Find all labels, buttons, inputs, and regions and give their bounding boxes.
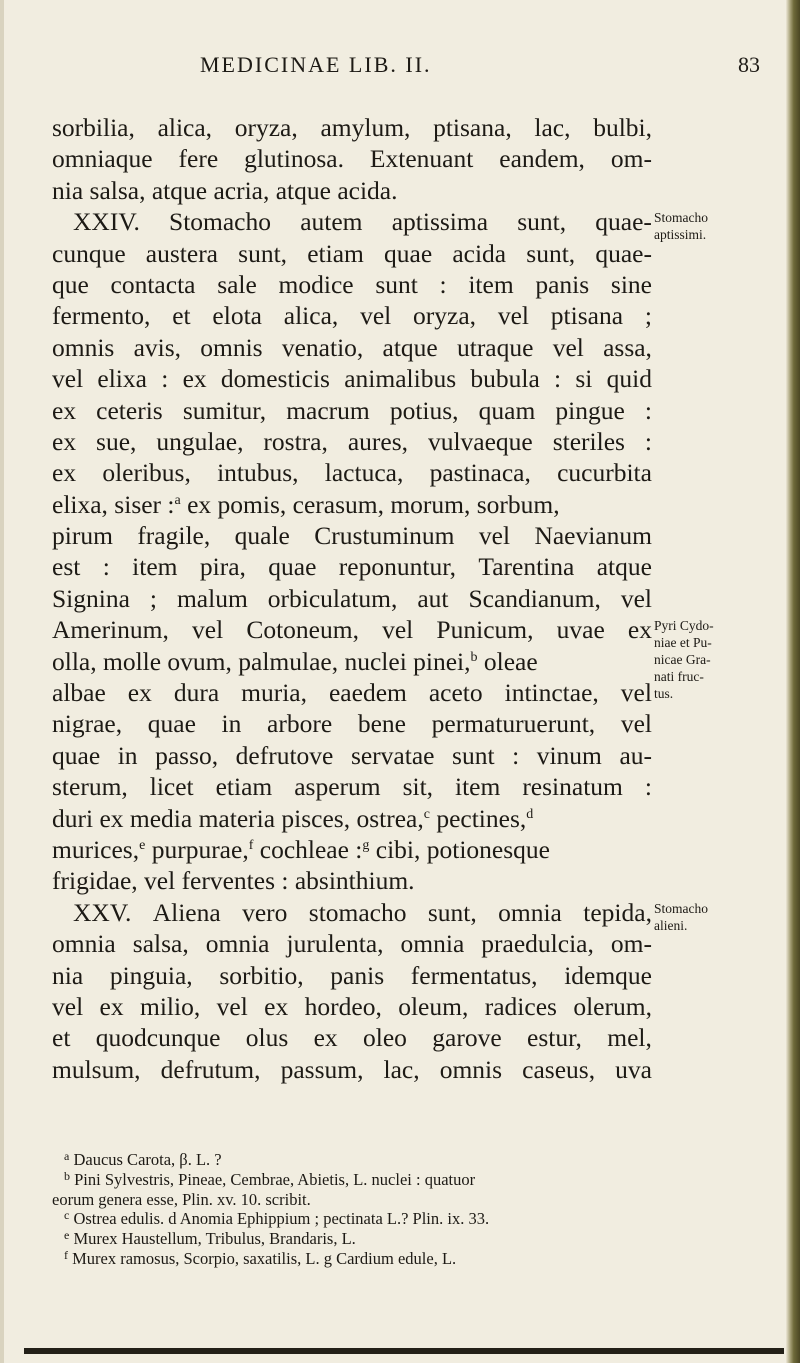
word: omnia [205,929,270,959]
footnote-marker[interactable]: d [526,806,534,822]
margin-note: Pyri Cydo- [654,618,714,634]
word: avis, [133,332,182,362]
word: pingue [555,395,625,425]
word: omnia [52,929,116,959]
word: Extenuant [369,144,474,174]
text-run: ex pomis, cerasum, morum, sorbum, [180,489,560,519]
word: fermentatus, [410,960,538,990]
word: servatae [350,740,435,770]
text-line [52,551,652,582]
word: quam [478,395,536,425]
text-line [52,1022,652,1053]
text-line [52,332,652,363]
footnote-mark: f [64,1247,68,1262]
word: modice [278,269,354,299]
text-run: murices, [52,834,140,864]
margin-note: niae et Pu- [654,635,712,651]
word: ex [182,364,207,394]
word: vulvaeque [427,426,533,456]
word: assa, [603,332,652,362]
word: bene [357,709,406,739]
word: : [512,740,520,770]
word: resinatum [522,772,623,802]
word: ex [52,458,77,488]
text-run: purpurae, [145,834,249,864]
word: alica, [157,113,213,142]
footnote-marker[interactable]: b [470,649,478,665]
text-line [52,991,652,1022]
word: vel [497,301,529,331]
word: estur, [527,1023,582,1053]
page-number: 83 [738,52,760,77]
word: est [52,552,81,582]
word: macrum [286,395,370,425]
text-run: cochleae : [253,834,363,864]
word: dura [173,678,220,708]
word: om- [610,929,652,959]
word: oleo [363,1023,407,1053]
word: quodcunque [95,1023,221,1053]
text-line [52,426,652,457]
word: omnis [52,332,115,362]
word: albae [52,678,106,708]
text-line [52,238,652,269]
word: sorbilia, [52,113,135,142]
word: vel [382,615,414,645]
word: intinctae, [504,678,599,708]
word: oryza, [413,301,477,331]
word: quale [234,521,290,551]
word: aceto [428,678,483,708]
text-line [52,897,652,928]
margin-note: alieni. [654,918,688,933]
word: eaedem [328,678,407,708]
text-line [52,960,652,991]
footnote-text: Murex ramosus, Scorpio, saxatilis, L. g Cardium edule, L. [72,1248,457,1268]
margin-note: nati fruc- [654,669,704,685]
text-line [52,175,652,206]
word: om- [610,144,652,174]
word: vel [620,678,652,708]
text-line [52,708,652,739]
word: aptissima [391,207,489,237]
word: si [575,364,593,394]
word: quae [147,709,196,739]
page-bottom-rule [24,1348,784,1354]
word: XXIV. [73,207,140,237]
word: Stomacho [169,207,272,237]
word: ex [99,991,124,1021]
text-line [52,614,652,645]
word: caseus, [522,1054,596,1084]
word: fragile, [137,521,211,551]
text-line [52,583,652,614]
footnote-line [52,1229,692,1249]
word: ungulae, [156,426,244,456]
word: quae [52,740,101,770]
word: mel, [607,1023,652,1053]
word: bulbi, [593,113,652,142]
word: sine [610,269,652,299]
word: aut [417,583,449,613]
text-line [52,112,652,143]
footnote-marker[interactable]: f [248,837,254,853]
word: sunt, [427,897,477,927]
word: sterum, [52,772,128,802]
word: sale [217,269,257,299]
word: sorbitio, [219,960,304,990]
word: ex [313,1023,338,1053]
word: : [161,364,169,394]
word: vel [192,615,224,645]
word: garove [432,1023,502,1053]
word: salsa, [132,929,189,959]
word: potius, [389,395,459,425]
word: Scandianum, [468,583,601,613]
word: olerum, [573,991,652,1021]
word: item [468,269,514,299]
footnotes [52,1150,692,1269]
word: et [52,1023,71,1053]
running-head-title: MEDICINAE LIB. II. [200,52,432,77]
word: omnis [439,1054,503,1084]
word: pira, [199,552,246,582]
word: panis [535,269,590,299]
word: sunt [375,269,418,299]
footnote-mark: a [64,1149,70,1163]
word: : [644,426,652,456]
running-head [52,52,762,82]
word: intubus, [217,458,299,488]
word: atque [382,332,438,362]
word: milio, [140,991,201,1021]
word: sumitur, [182,395,267,425]
word: uvae [556,615,605,645]
text-run: olla, molle ovum, palmulae, nuclei pinei, [52,646,471,676]
page-edge-right [786,0,800,1363]
word: in [221,709,242,739]
word: ceteris [96,395,163,425]
word: et [172,301,191,331]
word: Punicum, [436,615,534,645]
text-line [52,300,652,331]
margin-note: tus. [654,686,674,702]
word: : [554,364,562,394]
text-line [52,1054,652,1085]
word: sunt, [526,238,576,268]
word: ex [627,615,652,645]
word: vero [242,897,288,927]
word: idemque [564,960,652,990]
word: lac, [534,113,571,142]
word: bubula [470,364,540,394]
word: defrutove [235,740,334,770]
body-text [52,112,652,1085]
word: Tarentina [478,552,575,582]
word: vel [620,709,652,739]
word: eandem, [499,144,585,174]
text-run: frigidae, vel ferventes : absinthium. [52,866,415,896]
text-line [52,395,652,426]
word: vel [360,301,392,331]
word: pinguia, [109,960,193,990]
word: asperum [294,772,381,802]
word: domesticis [220,364,330,394]
margin-note: nicae Gra- [654,652,711,668]
word: omnia [498,897,562,927]
word: omnia [400,929,465,959]
word: animalibus [344,364,457,394]
word: nigrae, [52,709,123,739]
word: : [439,269,447,299]
word: nia [52,960,84,990]
word: defrutum, [160,1054,261,1084]
word: etiam [307,238,364,268]
word: ex [52,426,77,456]
word: cunque [52,238,126,268]
word: permaturuerunt, [431,709,596,739]
word: austera [145,238,219,268]
word: oryza, [234,113,298,142]
footnote-marker[interactable]: a [174,492,181,508]
word: ex [264,991,289,1021]
footnote-mark: e [64,1228,70,1243]
footnote-mark: c [64,1208,70,1223]
text-line [52,457,652,488]
word: vel [620,583,652,613]
word: ptisana, [433,113,512,142]
word: utraque [456,332,534,362]
word: quae- [595,207,652,237]
margin-note: Stomacho [654,901,708,916]
word: acida [452,238,507,268]
word: etiam [215,772,273,802]
text-run: pectines, [429,803,527,833]
text-run: nia salsa, atque acria, atque acida. [52,175,398,205]
word: sunt, [238,238,288,268]
word: sue, [96,426,137,456]
word: Naevianum [534,521,652,551]
word: XXV. [73,897,132,927]
word: glutinosa. [244,144,344,174]
word: lac, [383,1054,420,1084]
word: mulsum, [52,1054,141,1084]
footnote-line [52,1190,692,1210]
word: omniaque [52,144,153,174]
word: fere [178,144,219,174]
word: Signina [52,583,130,613]
word: aures, [347,426,408,456]
word: vel [52,364,84,394]
text-line [52,740,652,771]
word: rostra, [263,426,328,456]
word: vel [478,521,511,551]
word: cucurbita [557,458,652,488]
footnote-marker[interactable]: e [139,837,146,853]
word: autem [300,207,363,237]
word: in [117,740,138,770]
word: ex [52,395,77,425]
word: fermento, [52,301,151,331]
word: jurulenta, [286,929,384,959]
word: oleribus, [102,458,191,488]
word: vel [552,332,584,362]
word: malum [176,583,248,613]
word: vel [216,991,248,1021]
word: ex [127,678,152,708]
word: item [455,772,501,802]
word: elota [212,301,262,331]
word: amylum, [320,113,411,142]
footnote-mark: b [64,1168,70,1183]
word: ptisana [550,301,624,331]
word: atque [596,552,652,582]
word: stomacho [308,897,407,927]
footnote-marker[interactable]: g [362,837,370,853]
word: arbore [267,709,333,739]
word: olus [245,1023,289,1053]
text-run: duri ex media materia pisces, ostrea, [52,803,424,833]
footnote-line [52,1170,692,1190]
word: Cotoneum, [246,615,359,645]
word: muria, [241,678,307,708]
word: hordeo, [304,991,382,1021]
word: Crustuminum [314,521,455,551]
word: orbiculatum, [267,583,398,613]
word: pirum [52,521,113,551]
word: quae- [595,238,652,268]
footnote-text: Ostrea edulis. d Anomia Ephippium ; pectinata L.? Plin. ix. 33. [73,1209,490,1229]
word: contacta [110,269,196,299]
text-line [52,865,652,896]
word: elixa [97,364,147,394]
word: au- [619,740,652,770]
word: sunt [452,740,495,770]
word: praedulcia, [481,929,594,959]
word: steriles [552,426,625,456]
word: pastinaca, [429,458,531,488]
word: venatio, [281,332,364,362]
text-line [52,363,652,394]
footnote-line [52,1249,692,1269]
text-line [52,143,652,174]
text-line [52,928,652,959]
text-line [52,206,652,237]
word: : [102,552,110,582]
word: que [52,269,89,299]
footnote-marker[interactable]: c [423,806,430,822]
footnote-text: Pini Sylvestris, Pineae, Cembrae, Abietis, L. nuclei : quatuor [74,1169,476,1189]
word: quae [268,552,317,582]
word: : [644,395,652,425]
word: quae [384,238,433,268]
word: alica, [283,301,339,331]
footnote-line [52,1150,692,1170]
word: : [644,772,652,802]
word: panis [330,960,385,990]
word: reponuntur, [338,552,457,582]
word: tepida, [583,897,652,927]
word: passum, [280,1054,364,1084]
text-line [52,834,652,865]
word: ; [149,583,157,613]
word: sunt, [517,207,567,237]
footnote-text: Murex Haustellum, Tribulus, Brandaris, L. [73,1229,356,1249]
word: item [132,552,178,582]
page-edge-left [0,0,4,1363]
word: vinum [536,740,602,770]
word: licet [149,772,194,802]
word: lactuca, [324,458,404,488]
text-line [52,646,652,677]
text-run: elixa, siser : [52,489,175,519]
text-run: cibi, potionesque [369,834,550,864]
word: Aliena [152,897,221,927]
word: ; [644,301,652,331]
word: sit, [402,772,434,802]
word: radices [484,991,557,1021]
text-line [52,803,652,834]
word: oleum, [398,991,469,1021]
word: omnis [200,332,263,362]
word: vel [52,991,84,1021]
text-line [52,269,652,300]
footnote-line [52,1209,692,1229]
word: passo, [155,740,219,770]
text-line [52,489,652,520]
margin-note: Stomacho [654,210,708,226]
text-run: oleae [477,646,538,676]
word: uva [615,1054,652,1084]
text-line [52,771,652,802]
text-line [52,520,652,551]
footnote-text: eorum genera esse, Plin. xv. 10. scribit. [52,1189,311,1209]
word: Amerinum, [52,615,169,645]
margin-note: aptissimi. [654,227,707,243]
word: quid [606,364,652,394]
text-line [52,677,652,708]
footnote-text: Daucus Carota, β. L. ? [73,1150,222,1169]
